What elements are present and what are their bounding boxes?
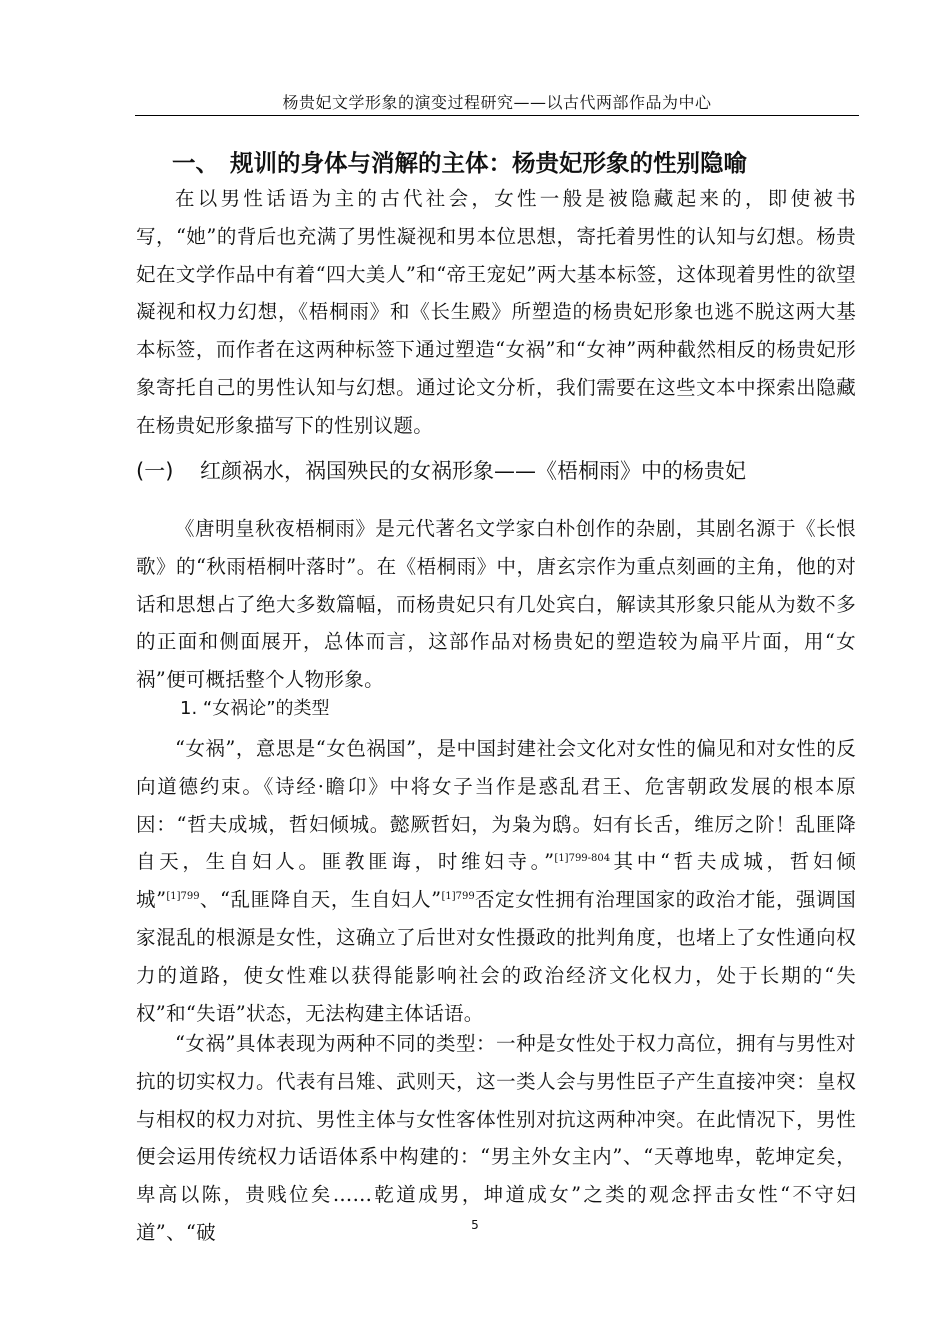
section-number: 一、 [172, 149, 219, 177]
body-paragraph [136, 730, 856, 1032]
paragraph-text: “女祸”，意思是“女色祸国”，是中国封建社会文化对女性的偏见和对女性的反向道德约束。《诗经·瞻卬》中将女子当作是惑乱君王、危害朝政发展的根本原因：“哲夫成城，哲妇倾城。懿厥哲妇，为枭为鸱。妇有长舌，维厉之阶！乱匪降自天，生自妇人。匪教匪诲，时维妇寺。” [136, 737, 856, 874]
paragraph-text: 、“乱匪降自天，生自妇人” [199, 888, 442, 912]
subsection-heading [136, 456, 856, 486]
citation-marker: [1]799-804 [554, 853, 611, 865]
subsection-title: 红颜祸水，祸国殃民的女祸形象——《梧桐雨》中的杨贵妃 [200, 459, 746, 483]
paragraph-text: 否定女性拥有治理国家的政治才能，强调国家混乱的根源是女性，这确立了后世对女性摄政的批判角度，也堵上了女性通向权力的道路，使女性难以获得能影响社会的政治经济文化权力，处于长期的“失权”和“失语”状态，无法构建主体话语。 [136, 888, 856, 1025]
body-paragraph: 在以男性话语为主的古代社会，女性一般是被隐藏起来的，即使被书写，“她”的背后也充满了男性凝视和男本位思想，寄托着男性的认知与幻想。杨贵妃在文学作品中有着“四大美人”和“帝王宠妃”两大基本标签，这体现着男性的欲望凝视和权力幻想，《梧桐雨》和《长生殿》所塑造的杨贵妃形象也逃不脱这两大基本标签，而作者在这两种标签下通过塑造“女祸”和“女神”两种截然相反的杨贵妃形象寄托自己的男性认知与幻想。通过论文分析，我们需要在这些文本中探索出隐藏在杨贵妃形象描写下的性别议题。 [136, 187, 856, 437]
citation-marker: [1]799 [166, 891, 200, 903]
subsection-number: (一) [136, 459, 174, 483]
page-number: 5 [471, 1218, 479, 1232]
body-paragraph: 《唐明皇秋夜梧桐雨》是元代著名文学家白朴创作的杂剧，其剧名源于《长恨歌》的“秋雨梧桐叶落时”。在《梧桐雨》中，唐玄宗作为重点刻画的主角，他的对话和思想占了绝大多数篇幅，而杨贵妃只有几处宾白，解读其形象只能从为数不多的正面和侧面展开，总体而言，这部作品对杨贵妃的塑造较为扁平片面，用“女祸”便可概括整个人物形象。 [136, 517, 856, 692]
section-heading [172, 148, 872, 178]
paragraph-text: 其中“哲夫成城，哲妇倾城” [136, 850, 856, 912]
section-title: 规训的身体与消解的主体：杨贵妃形象的性别隐喻 [230, 149, 747, 177]
subsubsection-heading: 1. “女祸论”的类型 [180, 698, 330, 719]
citation-marker: [1]799 [441, 891, 475, 903]
body-paragraph: “女祸”具体表现为两种不同的类型：一种是女性处于权力高位，拥有与男性对抗的切实权力。代表有吕雉、武则天，这一类人会与男性臣子产生直接冲突：皇权与相权的权力对抗、男性主体与女性客体性别对抗这两种冲突。在此情况下，男性便会运用传统权力话语体系中构建的：“男主外女主内”、“天尊地卑，乾坤定矣，卑高以陈，贵贱位矣……乾道成男，坤道成女”之类的观念抨击女性“不守妇道”、“破 [136, 1032, 856, 1244]
running-header: 杨贵妃文学形象的演变过程研究——以古代两部作品为中心 [135, 90, 859, 116]
